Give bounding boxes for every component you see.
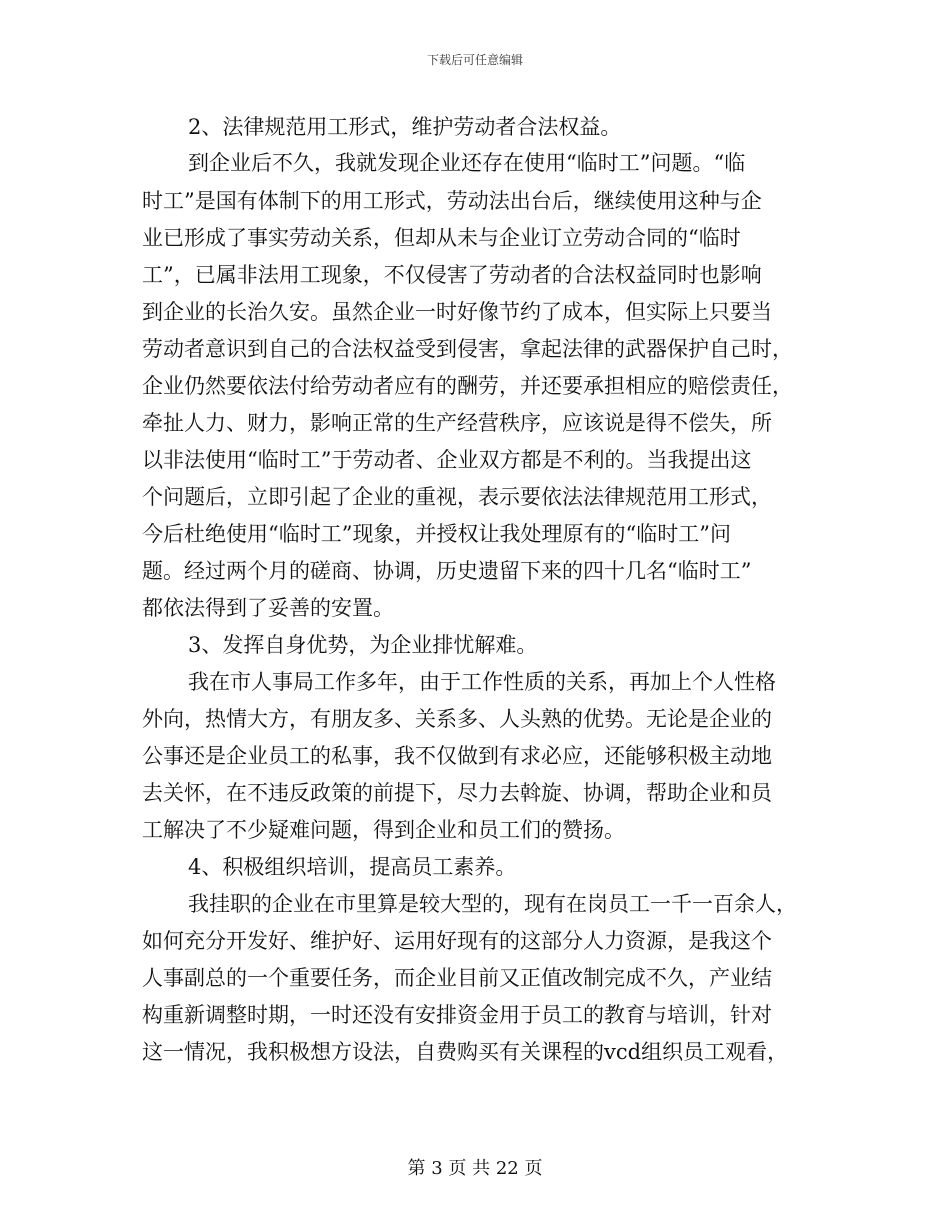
paragraph-line: 以非法使用“临时工”于劳动者、企业双方都是不利的。当我提出这 xyxy=(142,448,752,472)
paragraph-line: 个问题后，立即引起了企业的重视，表示要依法法律规范用工形式， xyxy=(142,485,772,509)
section-heading-3: 3、发挥自身优势，为企业排忧解难。 xyxy=(188,633,538,657)
paragraph-line: 公事还是企业员工的私事，我不仅做到有求必应，还能够积极主动地 xyxy=(142,744,772,768)
paragraph-line: 工解决了不少疑难问题，得到企业和员工们的赞扬。 xyxy=(142,818,625,842)
paragraph-line: 如何充分开发好、维护好、运用好现有的这部分人力资源，是我这个 xyxy=(142,929,772,953)
paragraph-line: 劳动者意识到自己的合法权益受到侵害，拿起法律的武器保护自己时， xyxy=(142,337,793,361)
section-heading-2: 2、法律规范用工形式，维护劳动者合法权益。 xyxy=(188,115,622,139)
paragraph-line: 人事副总的一个重要任务，而企业目前又正值改制完成不久，产业结 xyxy=(142,966,772,990)
paragraph-line: 我挂职的企业在市里算是较大型的，现有在岗员工一千一百余人， xyxy=(188,892,797,916)
paragraph-line: 时工”是国有体制下的用工形式，劳动法出台后，继续使用这种与企 xyxy=(142,189,762,213)
paragraph-line: 这一情况，我积极想方设法，自费购买有关课程的vcd组织员工观看， xyxy=(142,1040,789,1064)
paragraph-line: 到企业后不久，我就发现企业还存在使用“临时工”问题。“临 xyxy=(188,151,746,175)
paragraph-line: 牵扯人力、财力，影响正常的生产经营秩序，应该说是得不偿失，所 xyxy=(142,411,772,435)
paragraph-line: 都依法得到了妥善的安置。 xyxy=(142,596,394,620)
paragraph-line: 题。经过两个月的磋商、协调，历史遗留下来的四十几名“临时工” xyxy=(142,559,752,583)
paragraph-line: 去关怀，在不违反政策的前提下，尽力去斡旋、协调，帮助企业和员 xyxy=(142,781,772,805)
page-number-footer: 第 3 页 共 22 页 xyxy=(407,1158,543,1179)
paragraph-line: 外向，热情大方，有朋友多、关系多、人头熟的优势。无论是企业的 xyxy=(142,707,772,731)
paragraph-line: 构重新调整时期，一时还没有安排资金用于员工的教育与培训，针对 xyxy=(142,1003,772,1027)
paragraph-line: 我在市人事局工作多年，由于工作性质的关系，再加上个人性格 xyxy=(188,670,776,694)
paragraph-line: 企业仍然要依法付给劳动者应有的酬劳，并还要承担相应的赔偿责任， xyxy=(142,374,793,398)
section-heading-4: 4、积极组织培训，提高员工素养。 xyxy=(188,855,517,879)
paragraph-line: 工”，已属非法用工现象，不仅侵害了劳动者的合法权益同时也影响 xyxy=(142,263,762,287)
paragraph-line: 到企业的长治久安。虽然企业一时好像节约了成本，但实际上只要当 xyxy=(142,300,772,324)
paragraph-line: 今后杜绝使用“临时工”现象，并授权让我处理原有的“临时工”问 xyxy=(142,522,731,546)
paragraph-line: 业已形成了事实劳动关系，但却从未与企业订立劳动合同的“临时 xyxy=(142,226,741,250)
page-header: 下载后可任意编辑 xyxy=(426,53,523,67)
